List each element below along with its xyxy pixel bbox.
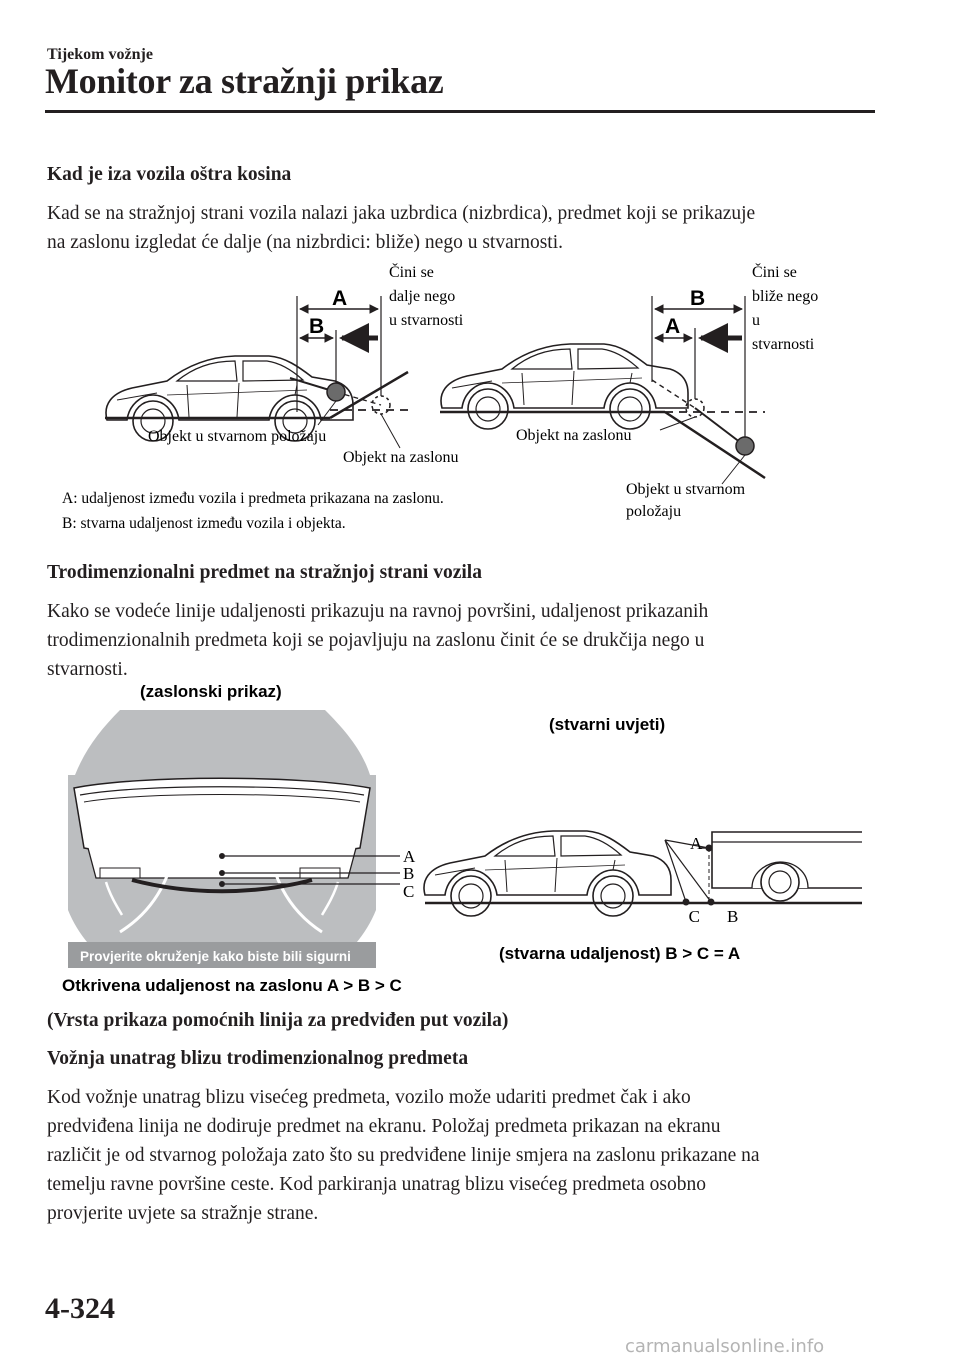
page-title: Monitor za stražnji prikaz <box>45 61 444 101</box>
legend-a: A: udaljenost između vozila i predmeta prikazana na zaslonu. <box>62 490 444 507</box>
paragraph-line: Kod vožnje unatrag blizu visećeg predmeta, vozilo može udariti predmet čak i ako <box>47 1087 691 1108</box>
heading-reversing: Vožnja unatrag blizu trodimenzionalnog predmeta <box>47 1048 469 1069</box>
page-number: 4-324 <box>45 1292 115 1325</box>
on-screen-label: Objekt na zaslonu <box>516 427 632 444</box>
actual-position-label: Objekt u stvarnom položaju <box>148 428 327 445</box>
label-b: B <box>690 287 706 310</box>
paragraph-line: različit je od stvarnog položaja zato što su predviđene linije smjera na zaslonu prikazane na <box>47 1145 760 1166</box>
paragraph-line: provjerite uvjete sa stražnje strane. <box>47 1203 319 1224</box>
screen-label-b: B <box>403 864 415 883</box>
subheading-guide-type: (Vrsta prikaza pomoćnih linija za predviđen put vozila) <box>47 1010 509 1031</box>
uphill-diagram <box>105 262 464 466</box>
paragraph-reversing <box>47 1083 877 1228</box>
heading-3d-object: Trodimenzionalni predmet na stražnjoj strani vozila <box>47 562 482 583</box>
car-illustration <box>441 344 688 429</box>
real-caption: (stvarni uvjeti) <box>549 715 666 734</box>
downhill-diagram <box>440 262 822 520</box>
camera-screen <box>68 710 376 968</box>
object-actual-marker <box>327 383 345 401</box>
watermark: carmanualsonline.info <box>625 1336 825 1357</box>
screen-banner: Provjerite okruženje kako biste bili sigurni <box>80 949 351 964</box>
callout-text: Čini se bliže nego u stvarnosti <box>752 264 819 353</box>
paragraph-line: predviđena linija ne dodiruje predmet na ekranu. Položaj predmeta prikazan na ekranu <box>47 1116 721 1137</box>
real-label-a: A <box>690 834 703 853</box>
object-actual-marker <box>736 437 754 455</box>
screen-label-a: A <box>403 847 416 866</box>
callout-text: Čini se dalje nego u stvarnosti <box>389 264 464 329</box>
real-label-b: B <box>727 907 739 926</box>
label-a: A <box>332 287 348 310</box>
legend-b: B: stvarna udaljenost između vozila i objekta. <box>62 515 346 532</box>
three-d-diagram <box>0 670 960 1000</box>
paragraph-line: na zaslonu izgledat će dalje (na nizbrdici: bliže) nego u stvarnosti. <box>47 232 564 253</box>
screen-label-c: C <box>403 882 415 901</box>
label-b: B <box>309 315 325 338</box>
paragraph-line: Kako se vodeće linije udaljenosti prikazuju na ravnoj površini, udaljenost prikazanih <box>47 601 709 622</box>
paragraph-line: Kad se na stražnjoj strani vozila nalazi jaka uzbrdica (nizbrdica), predmet koji se prikazuje <box>47 203 756 224</box>
paragraph-line: temelju ravne površine ceste. Kod parkiranja unatrag blizu visećeg predmeta osobno <box>47 1174 706 1195</box>
on-screen-label: Objekt na zaslonu <box>343 449 459 466</box>
paragraph-line: stvarnosti. <box>47 659 128 680</box>
real-conditions <box>424 831 862 916</box>
real-label-c: C <box>688 907 700 926</box>
slope-diagram <box>0 0 960 545</box>
heading-slope: Kad je iza vozila oštra kosina <box>47 164 292 185</box>
section-label: Tijekom vožnje <box>47 46 153 63</box>
detected-distance-caption: Otkrivena udaljenost na zaslonu A > B > C <box>62 976 402 995</box>
paragraph-line: trodimenzionalnih predmeta koji se pojavljuju na zaslonu činit će se drukčija nego u <box>47 630 705 651</box>
screen-caption: (zaslonski prikaz) <box>140 682 282 701</box>
actual-position-label: Objekt u stvarnom položaju <box>626 481 746 520</box>
real-distance-caption: (stvarna udaljenost) B > C = A <box>499 944 741 963</box>
label-a: A <box>665 315 681 338</box>
